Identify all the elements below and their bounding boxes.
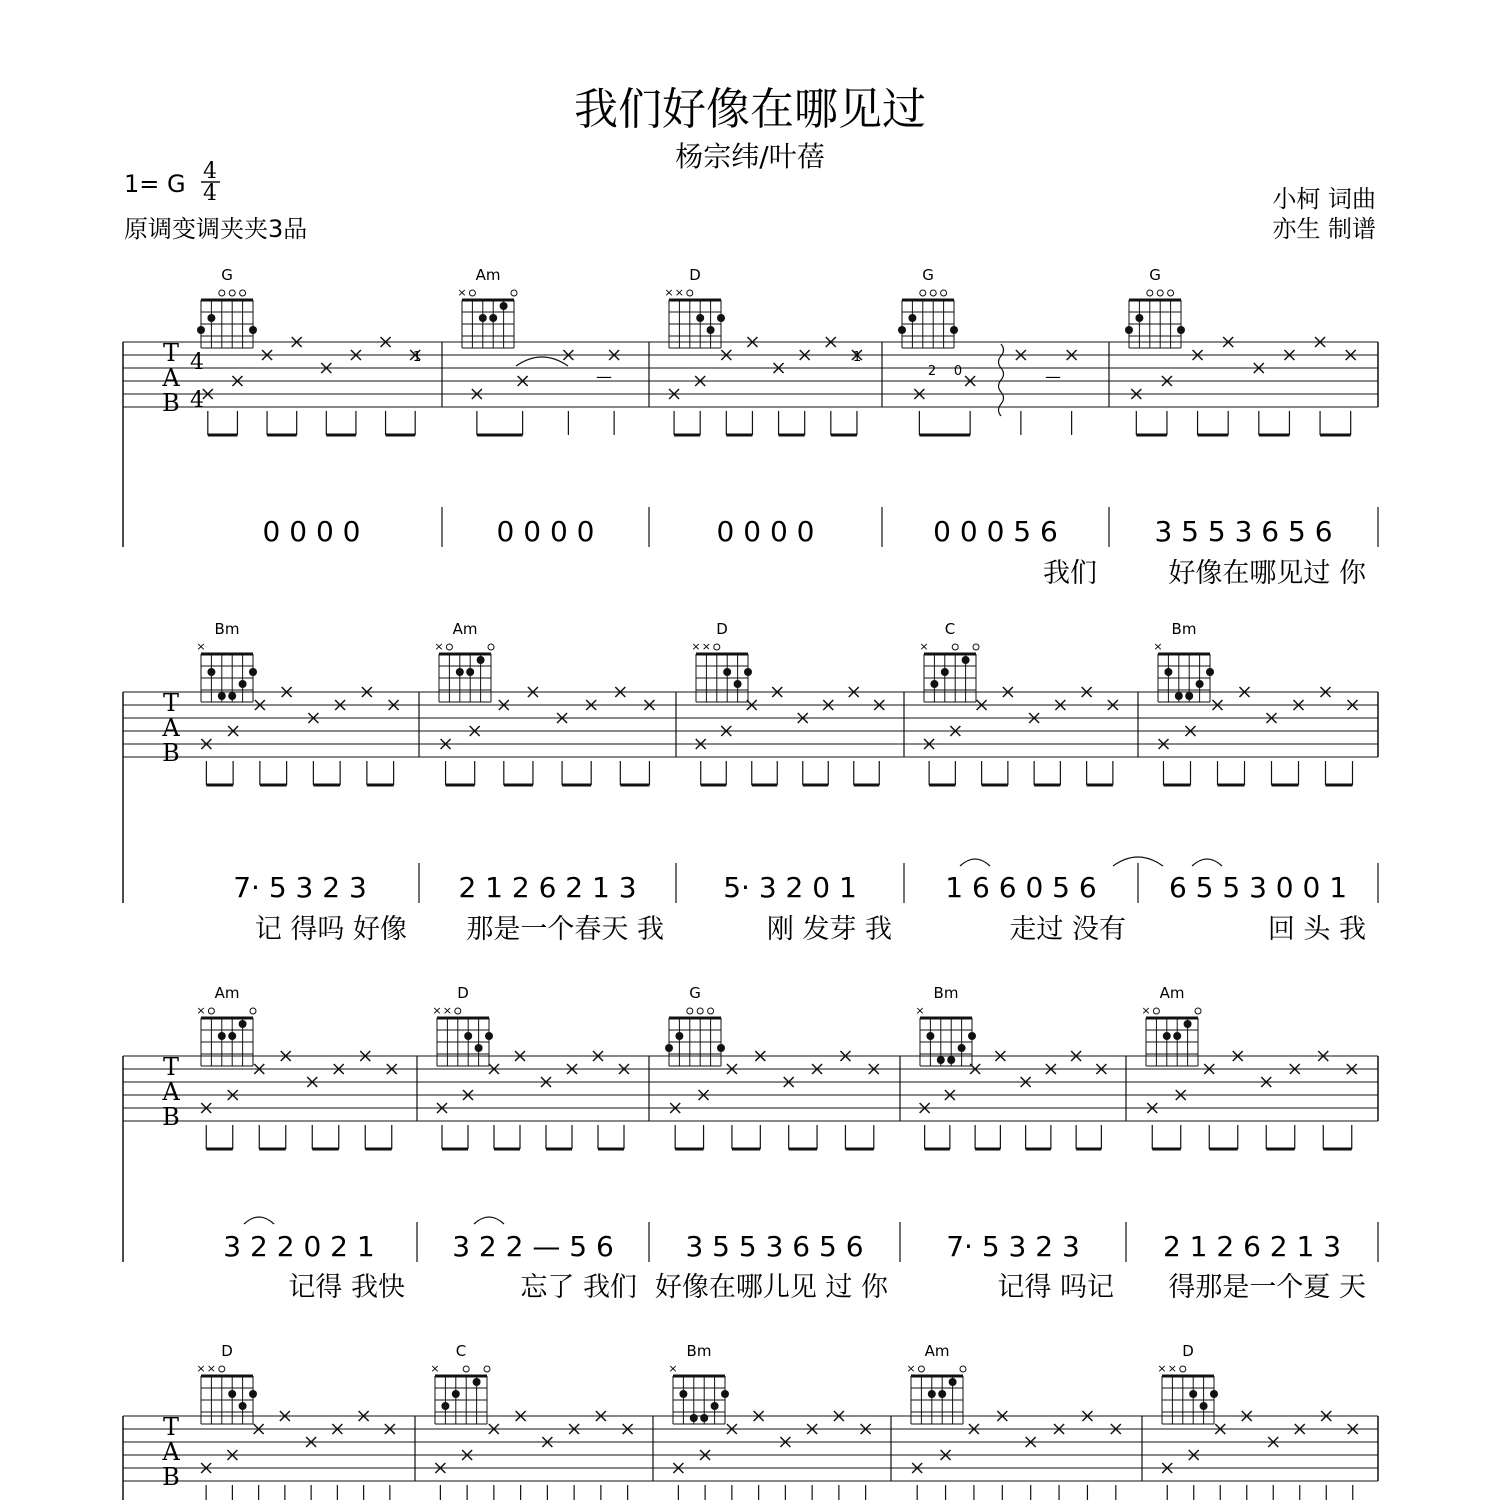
tab-label-t: T [162,1413,180,1441]
system-1 [123,266,1378,589]
chord-diagram-g [197,266,257,348]
open-mark [250,1008,256,1014]
chord-name: Bm [933,984,959,1002]
chord-diagram-d [432,984,493,1066]
mute-mark: × [919,640,929,653]
finger-dot [249,326,257,334]
time-signature-top: 4 [203,159,217,184]
jianpu-measure: 3 2 2 0 2 1 [223,1230,375,1263]
chord-name: Am [452,620,478,638]
finger-dot [711,1402,719,1410]
finger-dot [926,1032,934,1040]
finger-dot [734,680,742,688]
open-mark [1195,1008,1201,1014]
tab-time-bottom: 4 [190,388,204,413]
lyric-measure: 得那是一个夏 天 [1168,1272,1366,1303]
tab-label-a: A [162,1078,180,1106]
tab-time-top: 4 [190,350,204,375]
tab-label-a: A [162,1438,180,1466]
finger-dot [717,1044,725,1052]
tab-label-b: B [162,739,180,767]
chord-name: Am [475,266,501,284]
open-mark [1153,1008,1159,1014]
jianpu-measure: 0 0 0 5 6 [933,515,1058,548]
rest-mark: — [1045,367,1061,386]
chord-name: D [716,620,728,638]
arranger-credit: 亦生 制谱 [1272,215,1376,243]
jianpu-measure: 7· 5 3 2 3 [233,871,367,904]
finger-dot [239,680,247,688]
chord-diagram-bm [196,620,257,702]
lyric-measure: 走过 没有 [1009,914,1126,945]
mute-mark: × [1167,1362,1178,1375]
finger-dot [968,1032,976,1040]
tab-label-b: B [162,389,180,417]
score-body [123,266,1378,1500]
chord-diagram-d [1157,1342,1218,1424]
finger-dot [239,1020,247,1028]
finger-dot [1185,692,1193,700]
song-artist: 杨宗纬/叶蓓 [675,140,825,173]
open-mark [941,290,947,296]
open-mark [1168,290,1174,296]
finger-dot [937,1056,945,1064]
open-mark [687,290,693,296]
mute-mark: × [691,640,701,653]
chord-name: G [922,266,934,284]
open-mark [219,290,225,296]
finger-dot [1200,1402,1208,1410]
finger-dot [464,1032,472,1040]
finger-dot [207,668,215,676]
chord-name: G [1149,266,1161,284]
finger-dot [707,326,715,334]
jianpu-measure: 0 0 0 0 [496,515,595,548]
open-mark [455,1008,461,1014]
tab-label-a: A [162,714,180,742]
finger-dot [249,1390,257,1398]
jianpu-measure: 6 5 5 3 0 0 1 [1168,871,1348,904]
chord-name: D [1182,1342,1194,1360]
tab-label-b: B [162,1463,180,1491]
finger-dot [1210,1390,1218,1398]
finger-dot [1175,692,1183,700]
chord-diagram-am [196,984,256,1066]
open-mark [918,1366,924,1372]
chord-name: C [944,620,956,638]
mute-mark: × [196,640,206,653]
finger-dot [218,1032,226,1040]
finger-dot [949,1378,957,1386]
finger-dot [700,1414,708,1422]
slur-tie [474,1217,504,1224]
chord-diagram-g [665,984,725,1066]
jianpu-measure: 0 0 0 0 [716,515,815,548]
chord-diagram-c [919,620,979,702]
finger-dot [473,1378,481,1386]
chord-diagram-am [1141,984,1201,1066]
system-2 [123,620,1378,945]
open-mark [714,644,720,650]
chord-name: Am [1159,984,1185,1002]
open-mark [960,1366,966,1372]
finger-dot [928,1390,936,1398]
lyricist-credit: 小柯 词曲 [1272,185,1376,213]
chord-diagram-d [691,620,752,702]
jianpu-measure: 5· 3 2 0 1 [723,871,857,904]
lyric-measure: 忘了 我们 [520,1272,637,1303]
finger-dot [441,1402,449,1410]
chord-name: G [689,984,701,1002]
finger-dot [962,656,970,664]
chord-name: Am [924,1342,950,1360]
chord-diagram-am [434,620,494,702]
mute-mark: × [668,1362,678,1375]
song-title: 我们好像在哪见过 [574,84,926,135]
jianpu-measure: 3 5 5 3 6 5 6 [685,1230,864,1263]
chord-diagram-g [898,266,958,348]
key-signature: 1= G [124,170,186,198]
chord-name: D [457,984,469,1002]
mute-mark: × [434,640,444,653]
time-signature-bottom: 4 [203,181,217,206]
mute-mark: × [196,1004,206,1017]
slur-tie [960,859,990,866]
finger-dot [1177,326,1185,334]
tab-label-t: T [162,339,180,367]
finger-dot [744,668,752,676]
finger-dot [485,1032,493,1040]
mute-mark: × [674,286,685,299]
finger-dot [721,1390,729,1398]
jianpu-measure: 3 5 5 3 6 5 6 [1154,515,1333,548]
mute-mark: × [432,1004,442,1017]
lyric-measure: 回 头 我 [1267,914,1366,945]
open-mark [1147,290,1153,296]
lyric-measure: 我们 [1043,558,1097,589]
jianpu-measure: 3 2 2 — 5 6 [452,1230,614,1263]
finger-dot [239,1402,247,1410]
open-mark [973,644,979,650]
mute-mark: × [1153,640,1163,653]
chord-diagram-g [1125,266,1185,348]
mute-mark: × [906,1362,916,1375]
chord-diagram-bm [1153,620,1214,702]
finger-dot [665,1044,673,1052]
chord-name: Bm [214,620,240,638]
chord-name: G [221,266,233,284]
finger-dot [1125,326,1133,334]
jianpu-measure: 7· 5 3 2 3 [946,1230,1080,1263]
open-mark [488,644,494,650]
lyric-measure: 记 得吗 好像 [254,914,407,945]
mute-mark: × [457,286,467,299]
lyric-measure: 刚 发芽 我 [766,914,892,945]
slur-tie [516,357,568,366]
system-4 [123,1342,1378,1500]
open-mark [511,290,517,296]
finger-dot [696,314,704,322]
chord-diagram-am [457,266,517,348]
mute-mark: × [430,1362,440,1375]
finger-dot [466,668,474,676]
finger-dot [218,692,226,700]
capo-note: 原调变调夹夹3品 [124,215,308,243]
mute-mark: × [664,286,674,299]
finger-dot [197,326,205,334]
open-mark [469,290,475,296]
open-mark [697,1008,703,1014]
finger-dot [228,1390,236,1398]
jianpu-measure: 2 1 2 6 2 1 3 [1162,1230,1342,1263]
lyric-measure: 那是一个春天 我 [466,914,664,945]
fingering-mark: 2 [927,364,937,379]
slur-tie [1192,859,1222,866]
finger-dot [1196,680,1204,688]
open-mark [930,290,936,296]
open-mark [687,1008,693,1014]
open-mark [219,1366,225,1372]
chord-diagram-d [664,266,725,348]
chord-name: D [221,1342,233,1360]
lyric-measure: 好像在哪见过 你 [1168,558,1366,589]
finger-dot [228,1032,236,1040]
finger-dot [1164,668,1172,676]
tab-label-t: T [162,1053,180,1081]
finger-dot [456,668,464,676]
score-header [124,84,1376,243]
finger-dot [675,1032,683,1040]
finger-dot [898,326,906,334]
finger-dot [1184,1020,1192,1028]
fingering-mark: 1 [852,350,862,365]
finger-dot [479,314,487,322]
open-mark [1180,1366,1186,1372]
finger-dot [958,1044,966,1052]
chord-name: D [689,266,701,284]
finger-dot [941,668,949,676]
chord-diagram-d [196,1342,257,1424]
jianpu-measure: 0 0 0 0 [262,515,361,548]
lyric-measure: 好像在哪儿见 过 你 [654,1272,888,1303]
fingering-mark: 0 [953,364,963,379]
finger-dot [249,668,257,676]
open-mark [1157,290,1163,296]
open-mark [920,290,926,296]
open-mark [708,1008,714,1014]
finger-dot [1206,668,1214,676]
jianpu-measure: 1 6 6 0 5 6 [945,871,1097,904]
finger-dot [930,680,938,688]
chord-diagram-c [430,1342,490,1424]
fingering-mark: 1 [412,350,422,365]
chord-name: Am [214,984,240,1002]
chord-name: Bm [686,1342,712,1360]
finger-dot [477,656,485,664]
lyric-measure: 记得 我快 [288,1272,405,1303]
tab-label-t: T [162,689,180,717]
finger-dot [690,1414,698,1422]
open-mark [463,1366,469,1372]
slur-tie [244,1217,274,1224]
lyric-measure: 记得 吗记 [997,1272,1114,1303]
mute-mark: × [1141,1004,1151,1017]
finger-dot [908,314,916,322]
finger-dot [207,314,215,322]
finger-dot [1189,1390,1197,1398]
mute-mark: × [442,1004,453,1017]
open-mark [240,290,246,296]
rest-mark: — [596,367,612,386]
finger-dot [489,314,497,322]
open-mark [229,290,235,296]
mute-mark: × [915,1004,925,1017]
chord-diagram-am [906,1342,966,1424]
finger-dot [1173,1032,1181,1040]
tab-label-a: A [162,364,180,392]
mute-mark: × [206,1362,217,1375]
mute-mark: × [196,1362,206,1375]
finger-dot [938,1390,946,1398]
mute-mark: × [1157,1362,1167,1375]
finger-dot [228,692,236,700]
system-3 [123,984,1378,1303]
open-mark [952,644,958,650]
tab-label-b: B [162,1103,180,1131]
open-mark [208,1008,214,1014]
finger-dot [1163,1032,1171,1040]
finger-dot [717,314,725,322]
finger-dot [950,326,958,334]
open-mark [446,644,452,650]
chord-diagram-bm [915,984,976,1066]
finger-dot [475,1044,483,1052]
chord-diagram-bm [668,1342,729,1424]
finger-dot [452,1390,460,1398]
finger-dot [947,1056,955,1064]
mute-mark: × [701,640,712,653]
open-mark [484,1366,490,1372]
jianpu-measure: 2 1 2 6 2 1 3 [458,871,637,904]
finger-dot [500,302,508,310]
finger-dot [723,668,731,676]
chord-name: C [455,1342,467,1360]
finger-dot [1135,314,1143,322]
finger-dot [679,1390,687,1398]
chord-name: Bm [1171,620,1197,638]
